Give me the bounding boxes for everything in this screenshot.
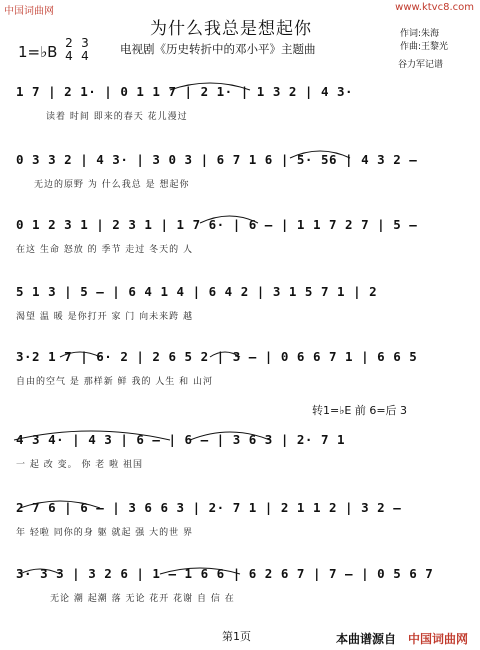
notation-line: 3·2 1 7 | 6· 2 | 2 6 5 2 | 3 – | 0 6 6 7 1 | 6 6 5 <box>16 349 418 364</box>
lyrics-line: 年 轻啦 同你的身 躯 就起 强 大的世 界 <box>16 528 194 538</box>
notation-line: 4 3 4· | 4 3 | 6 – | 6 – | 3 6 3 | 2· 7 1 <box>16 432 346 447</box>
lyrics-line: 在这 生命 怒放 的 季节 走过 冬天的 人 <box>16 245 194 255</box>
watermark-right: www.ktvc8.com <box>395 2 474 13</box>
lyricist: 作词:朱海 <box>400 29 440 39</box>
subtitle: 电视剧《历史转折中的邓小平》主题曲 <box>120 42 316 56</box>
lyrics-line: 无论 潮 起潮 落 无论 花开 花谢 自 信 在 <box>50 594 235 604</box>
score-row <box>0 345 480 395</box>
lyrics-line: 渴望 温 暖 是你打开 家 门 向未来跨 越 <box>16 312 194 322</box>
source-label: 本曲谱源自 <box>336 632 397 646</box>
lyrics-line: 读着 时间 即来的春天 花儿漫过 <box>46 112 188 122</box>
notation-line: 5 1 3 | 5 – | 6 4 1 4 | 6 4 2 | 3 1 5 7 1 | 2 <box>16 284 378 299</box>
song-title: 为什么我总是想起你 <box>150 19 312 39</box>
notation-line: 0 1 2 3 1 | 2 3 1 | 1 7 6· | 6 – | 1 1 7 2 7 | 5 – <box>16 217 418 232</box>
lyrics-line: 一 起 改 变。 你 老 啦 祖国 <box>16 460 144 470</box>
score-row <box>0 496 480 546</box>
score-row <box>0 562 480 612</box>
score-row <box>0 80 480 130</box>
source-site: 中国词曲网 <box>408 632 469 646</box>
meter-2-4: 2 4 <box>65 36 73 63</box>
watermark-left: 中国词曲网 <box>4 6 54 17</box>
lyrics-line: 自由的空气 是 那样新 鲜 我的 人生 和 山河 <box>16 377 214 387</box>
key-signature: 1=♭B <box>18 43 58 61</box>
meter-3-4: 3 4 <box>81 36 89 63</box>
score-row <box>0 148 480 198</box>
composer: 作曲:王黎光 <box>400 42 449 52</box>
score-row <box>0 280 480 330</box>
notation-line: 0 3 3 2 | 4 3· | 3 0 3 | 6 7 1 6 | 5· 56 | 4 3 2 – <box>16 152 418 167</box>
notation-line: 2 7 6 | 6 – | 3 6 6 3 | 2· 7 1 | 2 1 1 2 | 3 2 – <box>16 500 402 515</box>
notation-line: 3· 3 3 | 3 2 6 | 1 – 1 6 6 | 6 2 6 7 | 7 – | 0 5 6 7 <box>16 566 434 581</box>
score-row <box>0 213 480 263</box>
page-number: 第1页 <box>222 630 251 643</box>
modulation-mark: 转1=♭E 前 6=后 3 <box>312 404 408 417</box>
notation-line: 1 7 | 2 1· | 0 1 1 7 | 2 1· | 1 3 2 | 4 3· <box>16 84 354 99</box>
transcriber: 谷力军记谱 <box>398 60 444 70</box>
score-row <box>0 428 480 478</box>
lyrics-line: 无边的原野 为 什么我总 是 想起你 <box>34 180 190 190</box>
